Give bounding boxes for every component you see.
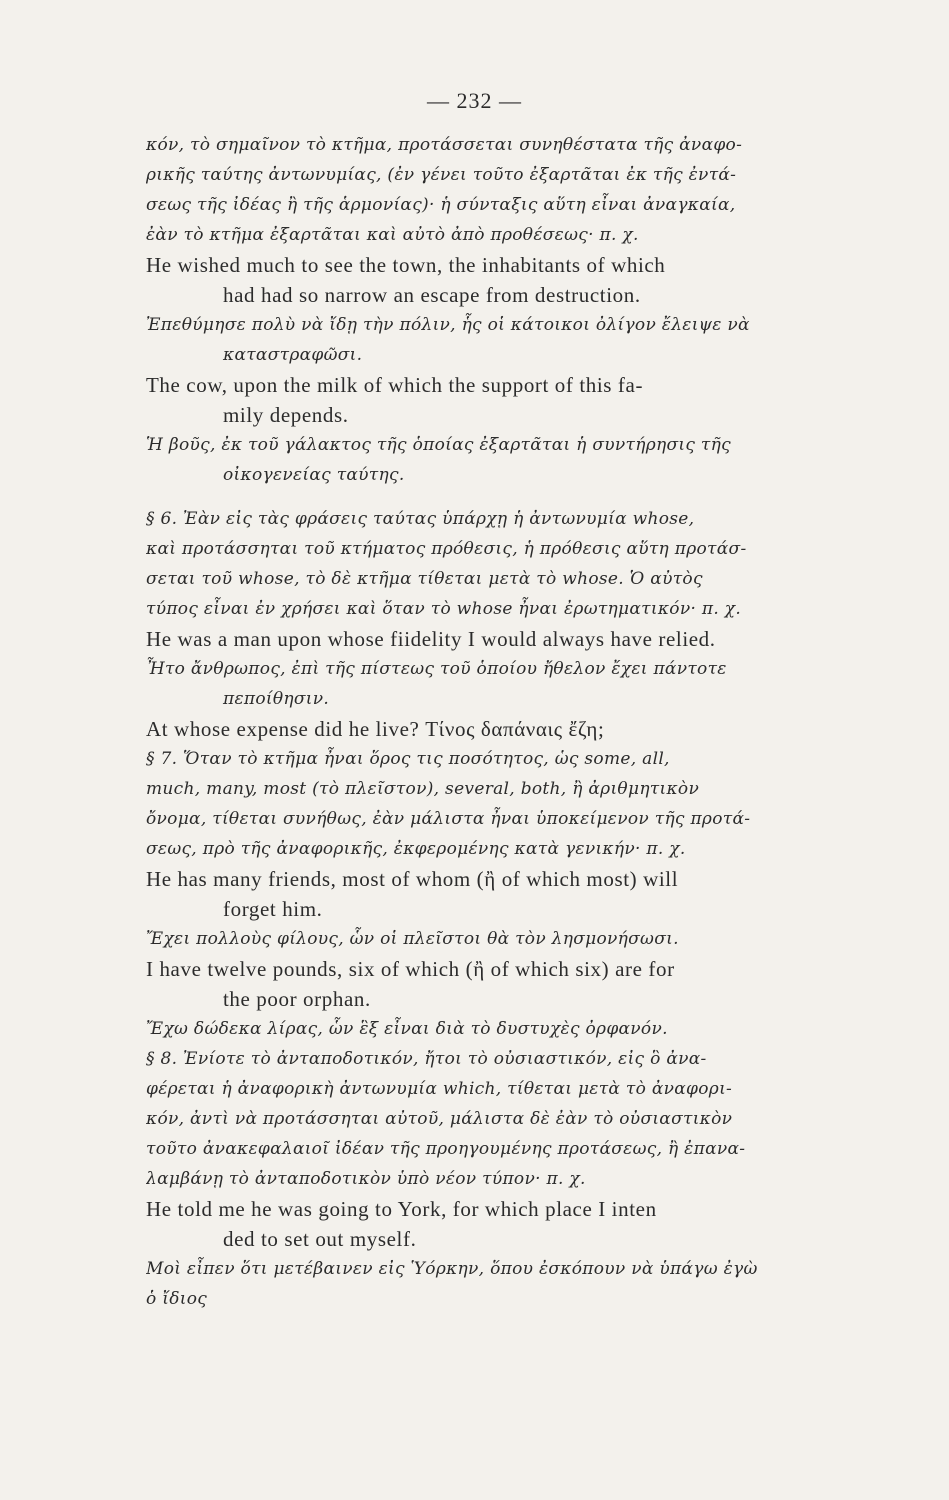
greek-translation-line: Ἡ βοῦς, ἐκ τοῦ γάλακτος τῆς ὁποίας ἐξαρτᾶται ἡ συντήρησις τῆς (146, 435, 731, 455)
english-example-line: He has many friends, most of whom (ἢ of which most) will (146, 867, 679, 891)
english-example-line: The cow, upon the milk of which the support of this fa- (146, 373, 644, 397)
english-example-line: At whose expense did he live? Τίνος δαπάναις ἔζη; (146, 717, 605, 741)
text-line: σεως τῆς ἰδέας ἢ τῆς ἁρμονίας)· ἡ σύνταξις αὕτη εἶναι ἀναγκαία, (146, 195, 736, 215)
english-example-line: had had so narrow an escape from destruction. (223, 283, 641, 307)
section-6-line: § 6. Ἐὰν εἰς τὰς φράσεις ταύτας ὑπάρχῃ ἡ ἀντωνυμία whose, (146, 509, 695, 529)
english-example-line: He was a man upon whose fiidelity I would always have relied. (146, 627, 716, 651)
text-line: φέρεται ἡ ἀναφορικὴ ἀντωνυμία which, τίθεται μετὰ τὸ ἀναφορι- (146, 1079, 733, 1099)
english-example-line: ded to set out myself. (223, 1227, 417, 1251)
text-line: καὶ προτάσσηται τοῦ κτήματος πρόθεσις, ἡ πρόθεσις αὕτη προτάσ- (146, 539, 747, 559)
greek-translation-line: Ἔχω δώδεκα λίρας, ὧν ἓξ εἶναι διὰ τὸ δυστυχὲς ὀρφανόν. (146, 1019, 668, 1039)
text-line: much, many, most (τὸ πλεῖστον), several, both, ἢ ἀριθμητικὸν (146, 779, 700, 799)
greek-translation-line: ὁ ἴδιος (146, 1289, 208, 1309)
english-example-line: the poor orphan. (223, 987, 371, 1011)
text-line: κόν, τὸ σημαῖνον τὸ κτῆμα, προτάσσεται συνηθέστατα τῆς ἀναφο- (146, 135, 743, 155)
page-body (146, 130, 854, 1314)
text-line: τύπος εἶναι ἐν χρήσει καὶ ὅταν τὸ whose ἦναι ἐρωτηματικόν· π. χ. (146, 599, 742, 619)
page-number: — 232 — (427, 88, 522, 113)
greek-translation-line: Ἦτο ἄνθρωπος, ἐπὶ τῆς πίστεως τοῦ ὁποίου ἤθελον ἔχει πάντοτε (146, 659, 727, 679)
english-example-line: He wished much to see the town, the inhabitants of which (146, 253, 666, 277)
greek-translation-line: Μοὶ εἶπεν ὅτι μετέβαινεν εἰς Ὑόρκην, ὅπου ἐσκόπουν νὰ ὑπάγω ἐγὼ (146, 1259, 758, 1279)
english-example-line: mily depends. (223, 403, 349, 427)
text-line: σεται τοῦ whose, τὸ δὲ κτῆμα τίθεται μετὰ τὸ whose. Ὁ αὐτὸς (146, 569, 703, 589)
section-7-line: § 7. Ὅταν τὸ κτῆμα ἦναι ὅρος τις ποσότητος, ὡς some, all, (146, 749, 670, 769)
greek-translation-line: Ἔχει πολλοὺς φίλους, ὧν οἱ πλεῖστοι θὰ τὸν λησμονήσωσι. (146, 929, 679, 949)
greek-translation-line: πεποίθησιν. (223, 689, 330, 709)
text-line: ἐὰν τὸ κτῆμα ἐξαρτᾶται καὶ αὐτὸ ἀπὸ προθέσεως· π. χ. (146, 225, 639, 245)
text-line: ὄνομα, τίθεται συνήθως, ἐὰν μάλιστα ἦναι ὑποκείμενον τῆς προτά- (146, 809, 751, 829)
section-8-line: § 8. Ἐνίοτε τὸ ἀνταποδοτικόν, ἤτοι τὸ οὐσιαστικόν, εἰς ὃ ἀνα- (146, 1049, 707, 1069)
greek-translation-line: οἰκογενείας ταύτης. (223, 465, 405, 485)
text-line: ρικῆς ταύτης ἀντωνυμίας, (ἐν γένει τοῦτο ἐξαρτᾶται ἐκ τῆς ἐντά- (146, 165, 737, 185)
english-example-line: He told me he was going to York, for which place I inten (146, 1197, 657, 1221)
greek-translation-line: Ἐπεθύμησε πολὺ νὰ ἴδῃ τὴν πόλιν, ἧς οἱ κάτοικοι ὀλίγον ἔλειψε νὰ (146, 315, 750, 335)
text-line: τοῦτο ἀνακεφαλαιοῖ ἰδέαν τῆς προηγουμένης προτάσεως, ἢ ἐπανα- (146, 1139, 746, 1159)
text-line: σεως, πρὸ τῆς ἀναφορικῆς, ἐκφερομένης κατὰ γενικήν· π. χ. (146, 839, 686, 859)
english-example-line: I have twelve pounds, six of which (ἢ of which six) are for (146, 957, 675, 981)
paragraph-gap (146, 490, 854, 504)
english-example-line: forget him. (223, 897, 323, 921)
greek-translation-line: καταστραφῶσι. (223, 345, 363, 365)
text-line: κόν, ἀντὶ νὰ προτάσσηται αὐτοῦ, μάλιστα δὲ ἐὰν τὸ οὐσιαστικὸν (146, 1109, 733, 1129)
text-line: λαμβάνῃ τὸ ἀνταποδοτικὸν ὑπὸ νέον τύπον· π. χ. (146, 1169, 586, 1189)
